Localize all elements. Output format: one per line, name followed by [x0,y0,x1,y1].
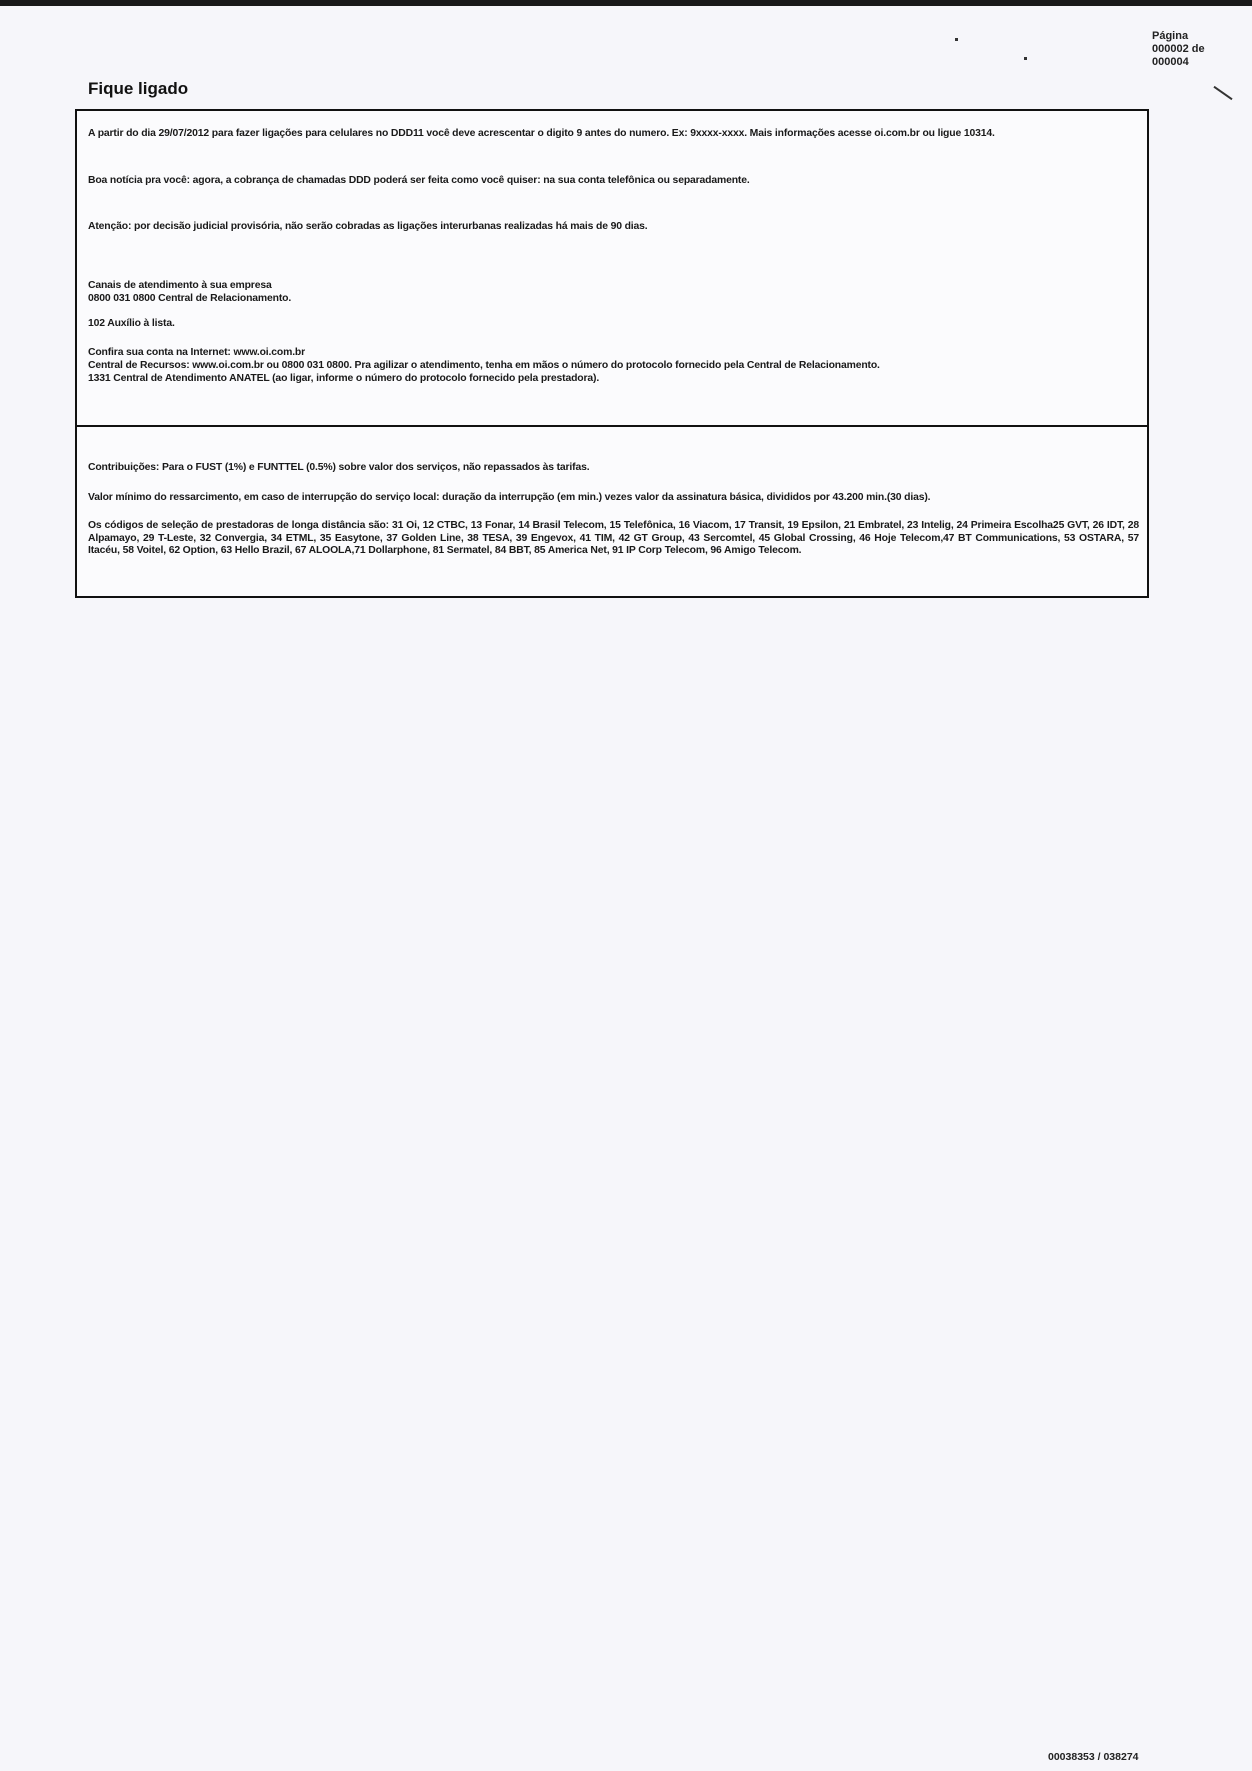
anatel-center: 1331 Central de Atendimento ANATEL (ao ligar, informe o número do protocolo fornecido pela prestadora). [88,373,600,384]
scan-top-edge [0,0,1252,6]
page-total: 000004 [1152,56,1189,68]
info-box-notices [75,109,1149,427]
scan-dot [1024,57,1027,60]
notice-ddd11: A partir do dia 29/07/2012 para fazer ligações para celulares no DDD11 você deve acrescentar o digito 9 antes do numero. Ex: 9xxxx-xxxx. Mais informações acesse oi.com.br ou ligue 10314. [88,128,995,139]
scan-mark [1213,86,1232,100]
directory-assistance: 102 Auxílio à lista. [88,318,175,329]
notice-ddd-billing: Boa notícia pra você: agora, a cobrança de chamadas DDD poderá ser feita como você quiser: na sua conta telefônica ou separadamente. [88,175,750,186]
contributions-note: Contribuições: Para o FUST (1%) e FUNTTEL (0.5%) sobre valor dos serviços, não repassados às tarifas. [88,462,590,473]
carrier-codes: Os códigos de seleção de prestadoras de longa distância são: 31 Oi, 12 CTBC, 13 Fonar, 14 Brasil Telecom, 15 Telefônica, 16 Viacom, 17 Transit, 19 Epsilon, 21 Embratel, 23 Intelig, 24 Primeira Escolha25 GVT, 26 IDT, 28 Alpamayo, 29 T-Leste, 32 Convergia, 34 ETML, 35 Easytone, 37 Golden Line, 38 TESA, 39 Engevox, 41 TIM, 42 GT Group, 43 Sercomtel, 45 Global Crossing, 46 Hoje Telecom,47 BT Communications, 53 OSTARA, 57 Itacéu, 58 Voitel, 62 Option, 63 Hello Brazil, 67 ALOOLA,71 Dollarphone, 81 Sermatel, 84 BBT, 85 America Net, 91 IP Corp Telecom, 96 Amigo Telecom. [88,520,1139,556]
support-channels-phone: 0800 031 0800 Central de Relacionamento. [88,293,292,304]
notice-judicial: Atenção: por decisão judicial provisória, não serão cobradas as ligações interurbanas realizadas há mais de 90 dias. [88,221,648,232]
online-bill: Confira sua conta na Internet: www.oi.com.br [88,347,306,358]
refund-note: Valor mínimo do ressarcimento, em caso de interrupção do serviço local: duração da interrupção (em min.) vezes valor da assinatura básica, divididos por 43.200 min.(30 dias). [88,492,931,503]
page-current: 000002 de [1152,43,1205,55]
section-title: Fique ligado [88,79,189,98]
support-channels-title: Canais de atendimento à sua empresa [88,280,272,291]
page-number [1152,30,1232,69]
scan-dot [955,38,958,41]
info-box-regulatory [75,427,1149,598]
page-label: Página [1152,30,1189,42]
appeals-center: Central de Recursos: www.oi.com.br ou 0800 031 0800. Pra agilizar o atendimento, tenha em mãos o número do protocolo fornecido pela Central de Relacionamento. [88,360,880,371]
document-code: 00038353 / 038274 [1048,1751,1139,1763]
